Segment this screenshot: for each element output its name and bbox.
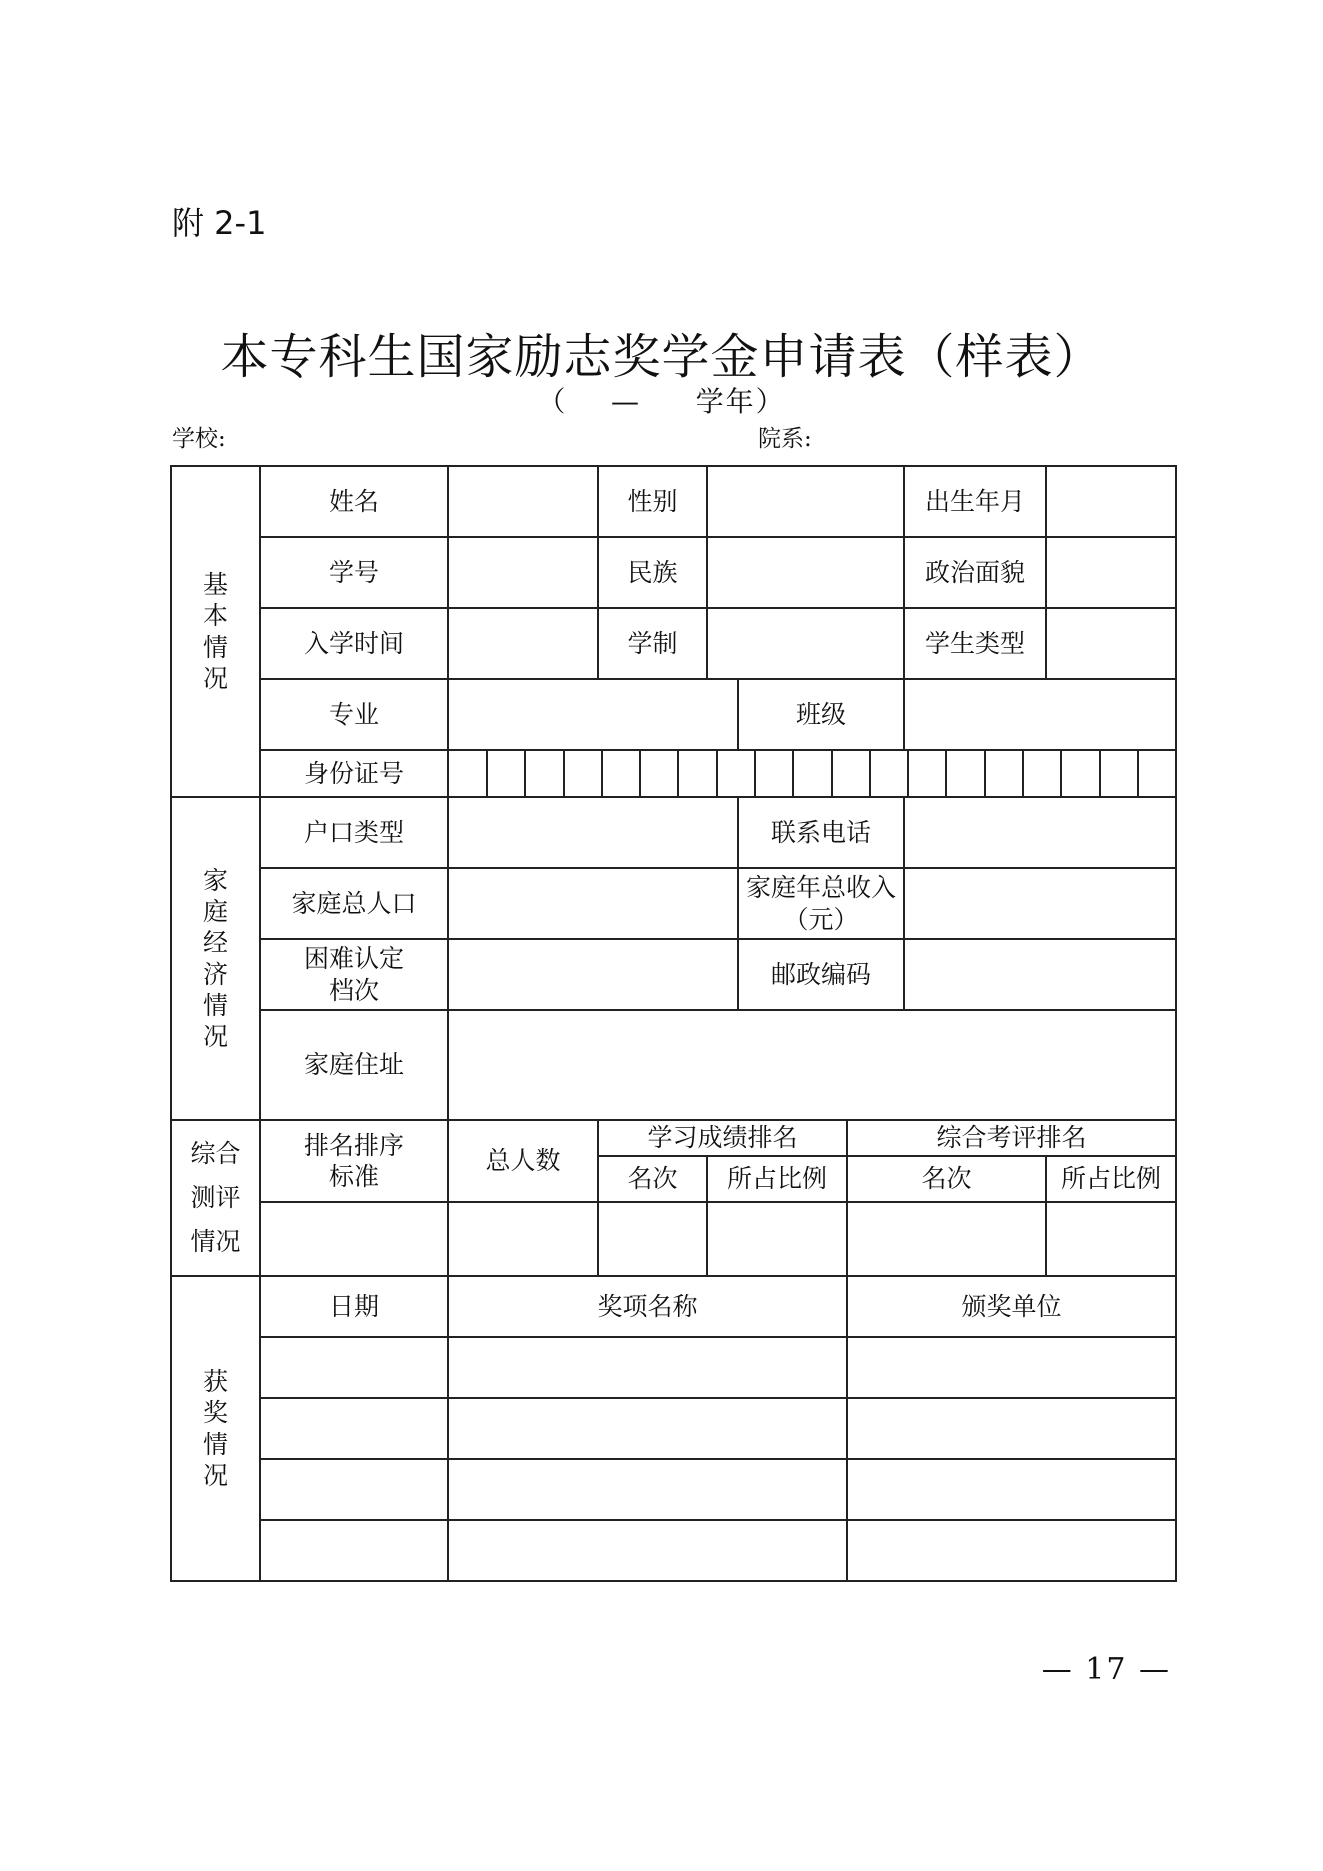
award-name-cell[interactable]	[448, 1459, 847, 1520]
award-date-cell[interactable]	[260, 1337, 448, 1398]
value-ethnicity[interactable]	[707, 537, 904, 608]
label-academic-rank-position: 名次	[598, 1156, 707, 1202]
label-address: 家庭住址	[260, 1010, 448, 1120]
id-digit-box[interactable]	[945, 751, 983, 796]
id-number-boxes	[448, 750, 1176, 797]
award-name-cell[interactable]	[448, 1520, 847, 1581]
label-student-id: 学号	[260, 537, 448, 608]
section-awards: 获 奖 情 况	[171, 1276, 260, 1581]
value-difficulty-level[interactable]	[448, 939, 738, 1010]
id-digit-box[interactable]	[563, 751, 601, 796]
label-overall-rank-position: 名次	[847, 1156, 1046, 1202]
label-total-people: 总人数	[448, 1120, 598, 1202]
value-enroll-time[interactable]	[448, 608, 598, 679]
award-date-cell[interactable]	[260, 1520, 448, 1581]
value-major[interactable]	[448, 679, 738, 750]
id-digit-box[interactable]	[1022, 751, 1060, 796]
label-gender: 性别	[598, 466, 707, 537]
value-student-type[interactable]	[1046, 608, 1176, 679]
year-suffix: 学年）	[695, 385, 786, 418]
value-political[interactable]	[1046, 537, 1176, 608]
annex-label: 附 2-1	[172, 204, 267, 242]
award-unit-cell[interactable]	[847, 1459, 1176, 1520]
value-student-id[interactable]	[448, 537, 598, 608]
id-digit-box[interactable]	[984, 751, 1022, 796]
value-postcode[interactable]	[904, 939, 1176, 1010]
label-birth: 出生年月	[904, 466, 1046, 537]
label-phone: 联系电话	[738, 797, 904, 868]
label-id-number: 身份证号	[260, 750, 448, 797]
application-form-table	[170, 465, 1177, 1582]
label-name: 姓名	[260, 466, 448, 537]
form-title: 本专科生国家励志奖学金申请表（样表）	[220, 329, 1103, 385]
label-schooling: 学制	[598, 608, 707, 679]
id-digit-box[interactable]	[1099, 751, 1137, 796]
id-digit-box[interactable]	[869, 751, 907, 796]
label-family-size: 家庭总人口	[260, 868, 448, 939]
label-award-unit: 颁奖单位	[847, 1276, 1176, 1337]
label-political: 政治面貌	[904, 537, 1046, 608]
id-digit-box[interactable]	[486, 751, 524, 796]
section-evaluation: 综合 测评 情况	[171, 1120, 260, 1276]
id-digit-box[interactable]	[524, 751, 562, 796]
value-hukou[interactable]	[448, 797, 738, 868]
id-digit-box[interactable]	[639, 751, 677, 796]
award-unit-cell[interactable]	[847, 1520, 1176, 1581]
label-overall-rank: 综合考评排名	[847, 1120, 1176, 1156]
label-ranking-standard: 排名排序 标准	[260, 1120, 448, 1202]
award-date-cell[interactable]	[260, 1398, 448, 1459]
value-family-income[interactable]	[904, 868, 1176, 939]
school-label: 学校:	[172, 426, 226, 452]
id-digit-box[interactable]	[601, 751, 639, 796]
page-number: — 17 —	[1041, 1652, 1171, 1687]
label-hukou: 户口类型	[260, 797, 448, 868]
award-unit-cell[interactable]	[847, 1337, 1176, 1398]
value-phone[interactable]	[904, 797, 1176, 868]
label-family-income: 家庭年总收入 （元）	[738, 868, 904, 939]
value-birth[interactable]	[1046, 466, 1176, 537]
value-family-size[interactable]	[448, 868, 738, 939]
id-digit-box[interactable]	[907, 751, 945, 796]
label-difficulty-level: 困难认定 档次	[260, 939, 448, 1010]
id-digit-box[interactable]	[831, 751, 869, 796]
award-date-cell[interactable]	[260, 1459, 448, 1520]
value-academic-ratio[interactable]	[707, 1202, 847, 1276]
id-digit-box[interactable]	[754, 751, 792, 796]
value-total-people[interactable]	[448, 1202, 598, 1276]
value-ranking-standard[interactable]	[260, 1202, 448, 1276]
label-academic-rank: 学习成绩排名	[598, 1120, 847, 1156]
department-label: 院系:	[758, 426, 812, 452]
id-digit-box[interactable]	[677, 751, 715, 796]
value-overall-ratio[interactable]	[1046, 1202, 1176, 1276]
value-academic-rank[interactable]	[598, 1202, 707, 1276]
value-schooling[interactable]	[707, 608, 904, 679]
id-digit-box[interactable]	[716, 751, 754, 796]
year-open-paren: （	[537, 385, 568, 418]
label-major: 专业	[260, 679, 448, 750]
value-gender[interactable]	[707, 466, 904, 537]
section-family-economy: 家 庭 经 济 情 况	[171, 797, 260, 1120]
value-address[interactable]	[448, 1010, 1176, 1120]
id-digit-box[interactable]	[792, 751, 830, 796]
label-award-name: 奖项名称	[448, 1276, 847, 1337]
label-ethnicity: 民族	[598, 537, 707, 608]
year-dash: —	[611, 385, 642, 418]
award-name-cell[interactable]	[448, 1398, 847, 1459]
value-overall-rank[interactable]	[847, 1202, 1046, 1276]
label-award-date: 日期	[260, 1276, 448, 1337]
label-class: 班级	[738, 679, 904, 750]
label-student-type: 学生类型	[904, 608, 1046, 679]
section-basic-info: 基 本 情 况	[171, 466, 260, 797]
id-digit-box[interactable]	[1137, 751, 1175, 796]
academic-year-line	[0, 380, 1323, 420]
award-name-cell[interactable]	[448, 1337, 847, 1398]
value-name[interactable]	[448, 466, 598, 537]
value-class[interactable]	[904, 679, 1176, 750]
label-academic-rank-ratio: 所占比例	[707, 1156, 847, 1202]
label-postcode: 邮政编码	[738, 939, 904, 1010]
id-digit-box[interactable]	[1060, 751, 1098, 796]
award-unit-cell[interactable]	[847, 1398, 1176, 1459]
label-overall-rank-ratio: 所占比例	[1046, 1156, 1176, 1202]
label-enroll-time: 入学时间	[260, 608, 448, 679]
